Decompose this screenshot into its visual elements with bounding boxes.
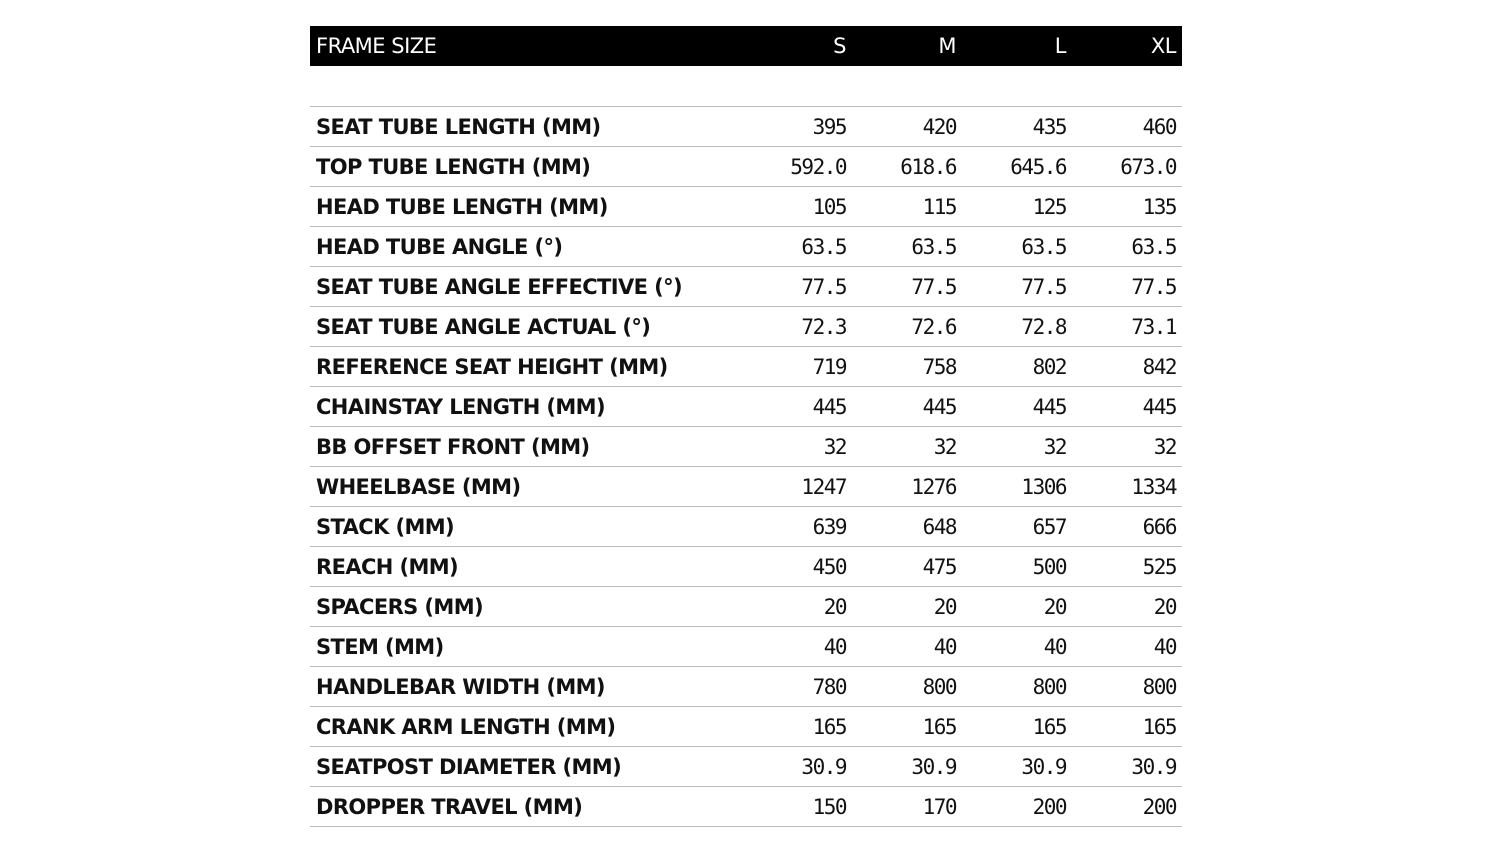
row-label: SEAT TUBE LENGTH (MM)	[310, 107, 742, 147]
row-value: 802	[962, 347, 1072, 387]
table-row	[310, 747, 1182, 787]
spacer-row	[310, 66, 1182, 107]
row-value: 475	[852, 547, 962, 587]
row-value: 32	[852, 427, 962, 467]
table-row	[310, 187, 1182, 227]
row-value: 72.6	[852, 307, 962, 347]
row-value: 77.5	[962, 267, 1072, 307]
row-value: 165	[1072, 707, 1182, 747]
table-row	[310, 467, 1182, 507]
row-value: 657	[962, 507, 1072, 547]
row-value: 445	[852, 387, 962, 427]
row-value: 63.5	[962, 227, 1072, 267]
table-row	[310, 347, 1182, 387]
row-value: 115	[852, 187, 962, 227]
row-value: 525	[1072, 547, 1182, 587]
table-row	[310, 547, 1182, 587]
row-value: 125	[962, 187, 1072, 227]
row-value: 30.9	[742, 747, 852, 787]
geometry-table	[310, 26, 1182, 827]
row-label: SEAT TUBE ANGLE ACTUAL (°)	[310, 307, 742, 347]
row-value: 618.6	[852, 147, 962, 187]
row-label: WHEELBASE (MM)	[310, 467, 742, 507]
row-value: 20	[1072, 587, 1182, 627]
frame-size-header: FRAME SIZE	[310, 26, 742, 66]
table-row	[310, 507, 1182, 547]
table-row	[310, 627, 1182, 667]
table-row	[310, 707, 1182, 747]
table-row	[310, 307, 1182, 347]
row-value: 32	[962, 427, 1072, 467]
row-value: 460	[1072, 107, 1182, 147]
table-row	[310, 667, 1182, 707]
row-value: 73.1	[1072, 307, 1182, 347]
row-value: 30.9	[962, 747, 1072, 787]
table-row	[310, 227, 1182, 267]
row-value: 30.9	[852, 747, 962, 787]
row-value: 648	[852, 507, 962, 547]
row-label: CHAINSTAY LENGTH (MM)	[310, 387, 742, 427]
table-row	[310, 107, 1182, 147]
row-value: 30.9	[1072, 747, 1182, 787]
row-value: 666	[1072, 507, 1182, 547]
row-value: 592.0	[742, 147, 852, 187]
size-header-l: L	[962, 26, 1072, 66]
table-row	[310, 787, 1182, 827]
row-value: 445	[742, 387, 852, 427]
size-header-s: S	[742, 26, 852, 66]
row-value: 72.3	[742, 307, 852, 347]
row-value: 40	[1072, 627, 1182, 667]
table-row	[310, 267, 1182, 307]
table-row	[310, 587, 1182, 627]
row-value: 1276	[852, 467, 962, 507]
row-label: HEAD TUBE ANGLE (°)	[310, 227, 742, 267]
row-value: 170	[852, 787, 962, 827]
row-value: 40	[742, 627, 852, 667]
row-value: 165	[962, 707, 1072, 747]
row-value: 435	[962, 107, 1072, 147]
row-value: 1334	[1072, 467, 1182, 507]
row-value: 780	[742, 667, 852, 707]
row-value: 20	[852, 587, 962, 627]
row-value: 165	[852, 707, 962, 747]
row-label: STEM (MM)	[310, 627, 742, 667]
row-value: 150	[742, 787, 852, 827]
table-header-row	[310, 26, 1182, 66]
row-value: 673.0	[1072, 147, 1182, 187]
row-value: 445	[962, 387, 1072, 427]
row-value: 1306	[962, 467, 1072, 507]
row-value: 420	[852, 107, 962, 147]
row-value: 842	[1072, 347, 1182, 387]
row-label: TOP TUBE LENGTH (MM)	[310, 147, 742, 187]
table-row	[310, 427, 1182, 467]
row-value: 445	[1072, 387, 1182, 427]
row-value: 77.5	[1072, 267, 1182, 307]
size-header-xl: XL	[1072, 26, 1182, 66]
row-value: 77.5	[742, 267, 852, 307]
row-value: 135	[1072, 187, 1182, 227]
row-value: 500	[962, 547, 1072, 587]
row-value: 63.5	[742, 227, 852, 267]
row-label: DROPPER TRAVEL (MM)	[310, 787, 742, 827]
row-value: 63.5	[852, 227, 962, 267]
row-value: 72.8	[962, 307, 1072, 347]
row-label: REACH (MM)	[310, 547, 742, 587]
table-row	[310, 147, 1182, 187]
row-label: CRANK ARM LENGTH (MM)	[310, 707, 742, 747]
row-value: 200	[1072, 787, 1182, 827]
row-value: 32	[742, 427, 852, 467]
row-value: 165	[742, 707, 852, 747]
row-value: 645.6	[962, 147, 1072, 187]
row-label: HANDLEBAR WIDTH (MM)	[310, 667, 742, 707]
table-body	[310, 66, 1182, 827]
row-value: 800	[852, 667, 962, 707]
row-value: 639	[742, 507, 852, 547]
row-value: 105	[742, 187, 852, 227]
row-value: 32	[1072, 427, 1182, 467]
size-header-m: M	[852, 26, 962, 66]
row-value: 800	[962, 667, 1072, 707]
row-label: REFERENCE SEAT HEIGHT (MM)	[310, 347, 742, 387]
row-value: 719	[742, 347, 852, 387]
row-value: 63.5	[1072, 227, 1182, 267]
row-value: 40	[852, 627, 962, 667]
row-label: BB OFFSET FRONT (MM)	[310, 427, 742, 467]
row-value: 20	[742, 587, 852, 627]
spacer-cell	[310, 66, 1182, 107]
row-label: STACK (MM)	[310, 507, 742, 547]
row-value: 77.5	[852, 267, 962, 307]
row-value: 450	[742, 547, 852, 587]
row-label: SEATPOST DIAMETER (MM)	[310, 747, 742, 787]
row-value: 200	[962, 787, 1072, 827]
row-value: 20	[962, 587, 1072, 627]
row-label: HEAD TUBE LENGTH (MM)	[310, 187, 742, 227]
row-label: SEAT TUBE ANGLE EFFECTIVE (°)	[310, 267, 742, 307]
row-value: 395	[742, 107, 852, 147]
row-value: 40	[962, 627, 1072, 667]
row-label: SPACERS (MM)	[310, 587, 742, 627]
row-value: 758	[852, 347, 962, 387]
table-row	[310, 387, 1182, 427]
row-value: 1247	[742, 467, 852, 507]
row-value: 800	[1072, 667, 1182, 707]
